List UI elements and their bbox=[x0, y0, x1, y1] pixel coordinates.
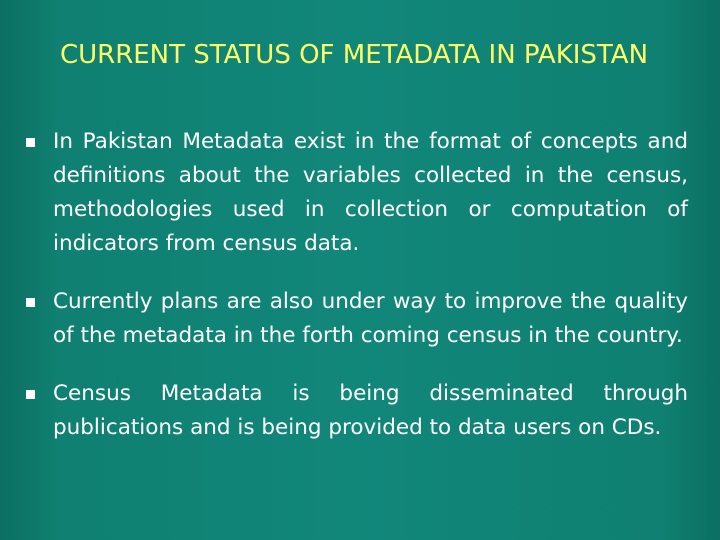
slide-title: CURRENT STATUS OF METADATA IN PAKISTAN bbox=[59, 40, 649, 70]
bullet-item bbox=[22, 125, 688, 261]
bullet-text: In Pakistan Metadata exist in the format of concepts and definitions about the variables collected in the census, methodologies used in collection or computation of indicators from census data. bbox=[53, 129, 688, 256]
bullet-list bbox=[22, 125, 688, 445]
bullet-text: Currently plans are also under way to improve the quality of the metadata in the forth coming census in the country. bbox=[53, 289, 688, 348]
square-bullet-icon bbox=[26, 138, 35, 147]
bullet-item bbox=[22, 377, 688, 445]
square-bullet-icon bbox=[26, 298, 35, 307]
bullet-text: Census Metadata is being disseminated through publications and is being provided to data users on CDs. bbox=[53, 381, 688, 440]
square-bullet-icon bbox=[26, 390, 35, 399]
bullet-item bbox=[22, 285, 688, 353]
